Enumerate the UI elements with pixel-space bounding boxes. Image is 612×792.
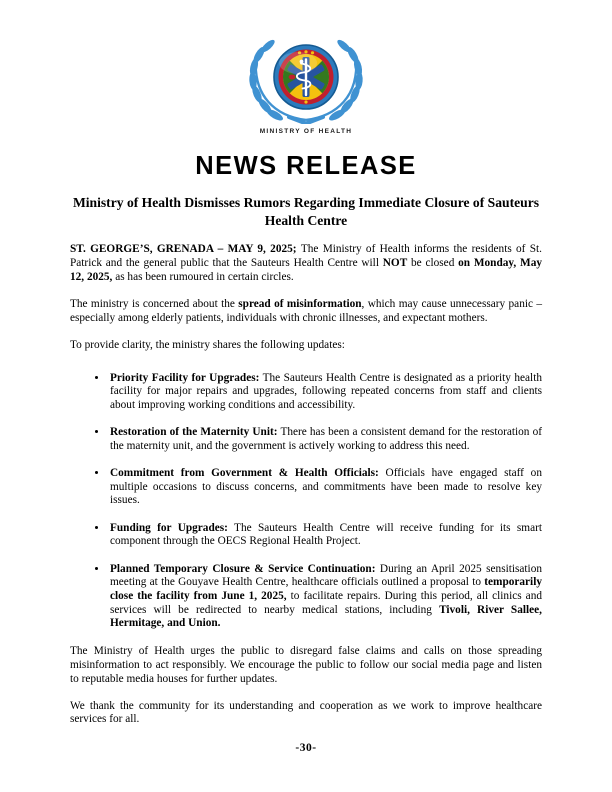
wreath-base (289, 117, 323, 124)
document-header (0, 0, 612, 179)
paragraph-concern: The ministry is concerned about the spread of misinformation, which may cause unnecessary panic – especially among elderly patients, individuals with chronic illnesses, and expectant mothers. (70, 297, 543, 324)
logo-caption: MINISTRY OF HEALTH (259, 128, 353, 135)
end-mark: -30- (295, 742, 317, 755)
list-item: • Priority Facility for Upgrades: The Sauteurs Health Centre is designated as a priority health facility for major repairs and upgrades, following repeated concerns from staff and clients about improving working conditions and accessibility. (108, 372, 542, 413)
paragraph-dateline: ST. GEORGE’S, GRENADA – MAY 9, 2025; The Ministry of Health informs the residents of St. Patrick and the general public that the Sauteurs Health Centre will NOT be closed on Monday, May 12, 2025, as has been rumoured in certain circles. (70, 243, 542, 283)
list-item: • Planned Temporary Closure & Service Continuation: During an April 2025 sensitisation meeting at the Gouyave Health Centre, healthcare officials outlined a proposal to temporarily close the facility from June 1, 2025, to facilitate repairs. During this period, all clinics and services will be redirected to nearby medical stations, including Tivoli, River Sallee, Hermitage, and Union. (108, 563, 542, 632)
ministry-of-health-emblem-icon (243, 36, 369, 124)
ministry-of-health-logo (243, 36, 369, 136)
document-body (0, 243, 612, 754)
paragraph-urge-public: The Ministry of Health urges the public to disregard false claims and calls on those spreading misinformation to act responsibly. We encourage the public to follow our social media page and listen to reputable media houses for further updates. (70, 645, 542, 685)
paragraph-clarity-intro: To provide clarity, the ministry shares the following updates: (70, 338, 345, 351)
list-item: • Commitment from Government & Health Officials: Officials have engaged staff on multiple occasions to discuss concerns, and commitments have been made to resolve key issues. (108, 467, 542, 508)
masthead-title: NEWS RELEASE (195, 150, 417, 180)
headline: Ministry of Health Dismisses Rumors Regarding Immediate Closure of Sauteurs Health Centre (72, 195, 540, 228)
emblem-globe (274, 45, 338, 109)
updates-bullet-list (70, 372, 542, 632)
paragraph-thanks: We thank the community for its understanding and cooperation as we work to improve healthcare services for all. (70, 699, 542, 726)
list-item: • Restoration of the Maternity Unit: There has been a consistent demand for the restoration of the maternity unit, and the government is actively working to address this need. (108, 426, 542, 453)
list-item: • Funding for Upgrades: The Sauteurs Health Centre will receive funding for its smart component through the OECS Regional Health Project. (108, 522, 542, 549)
